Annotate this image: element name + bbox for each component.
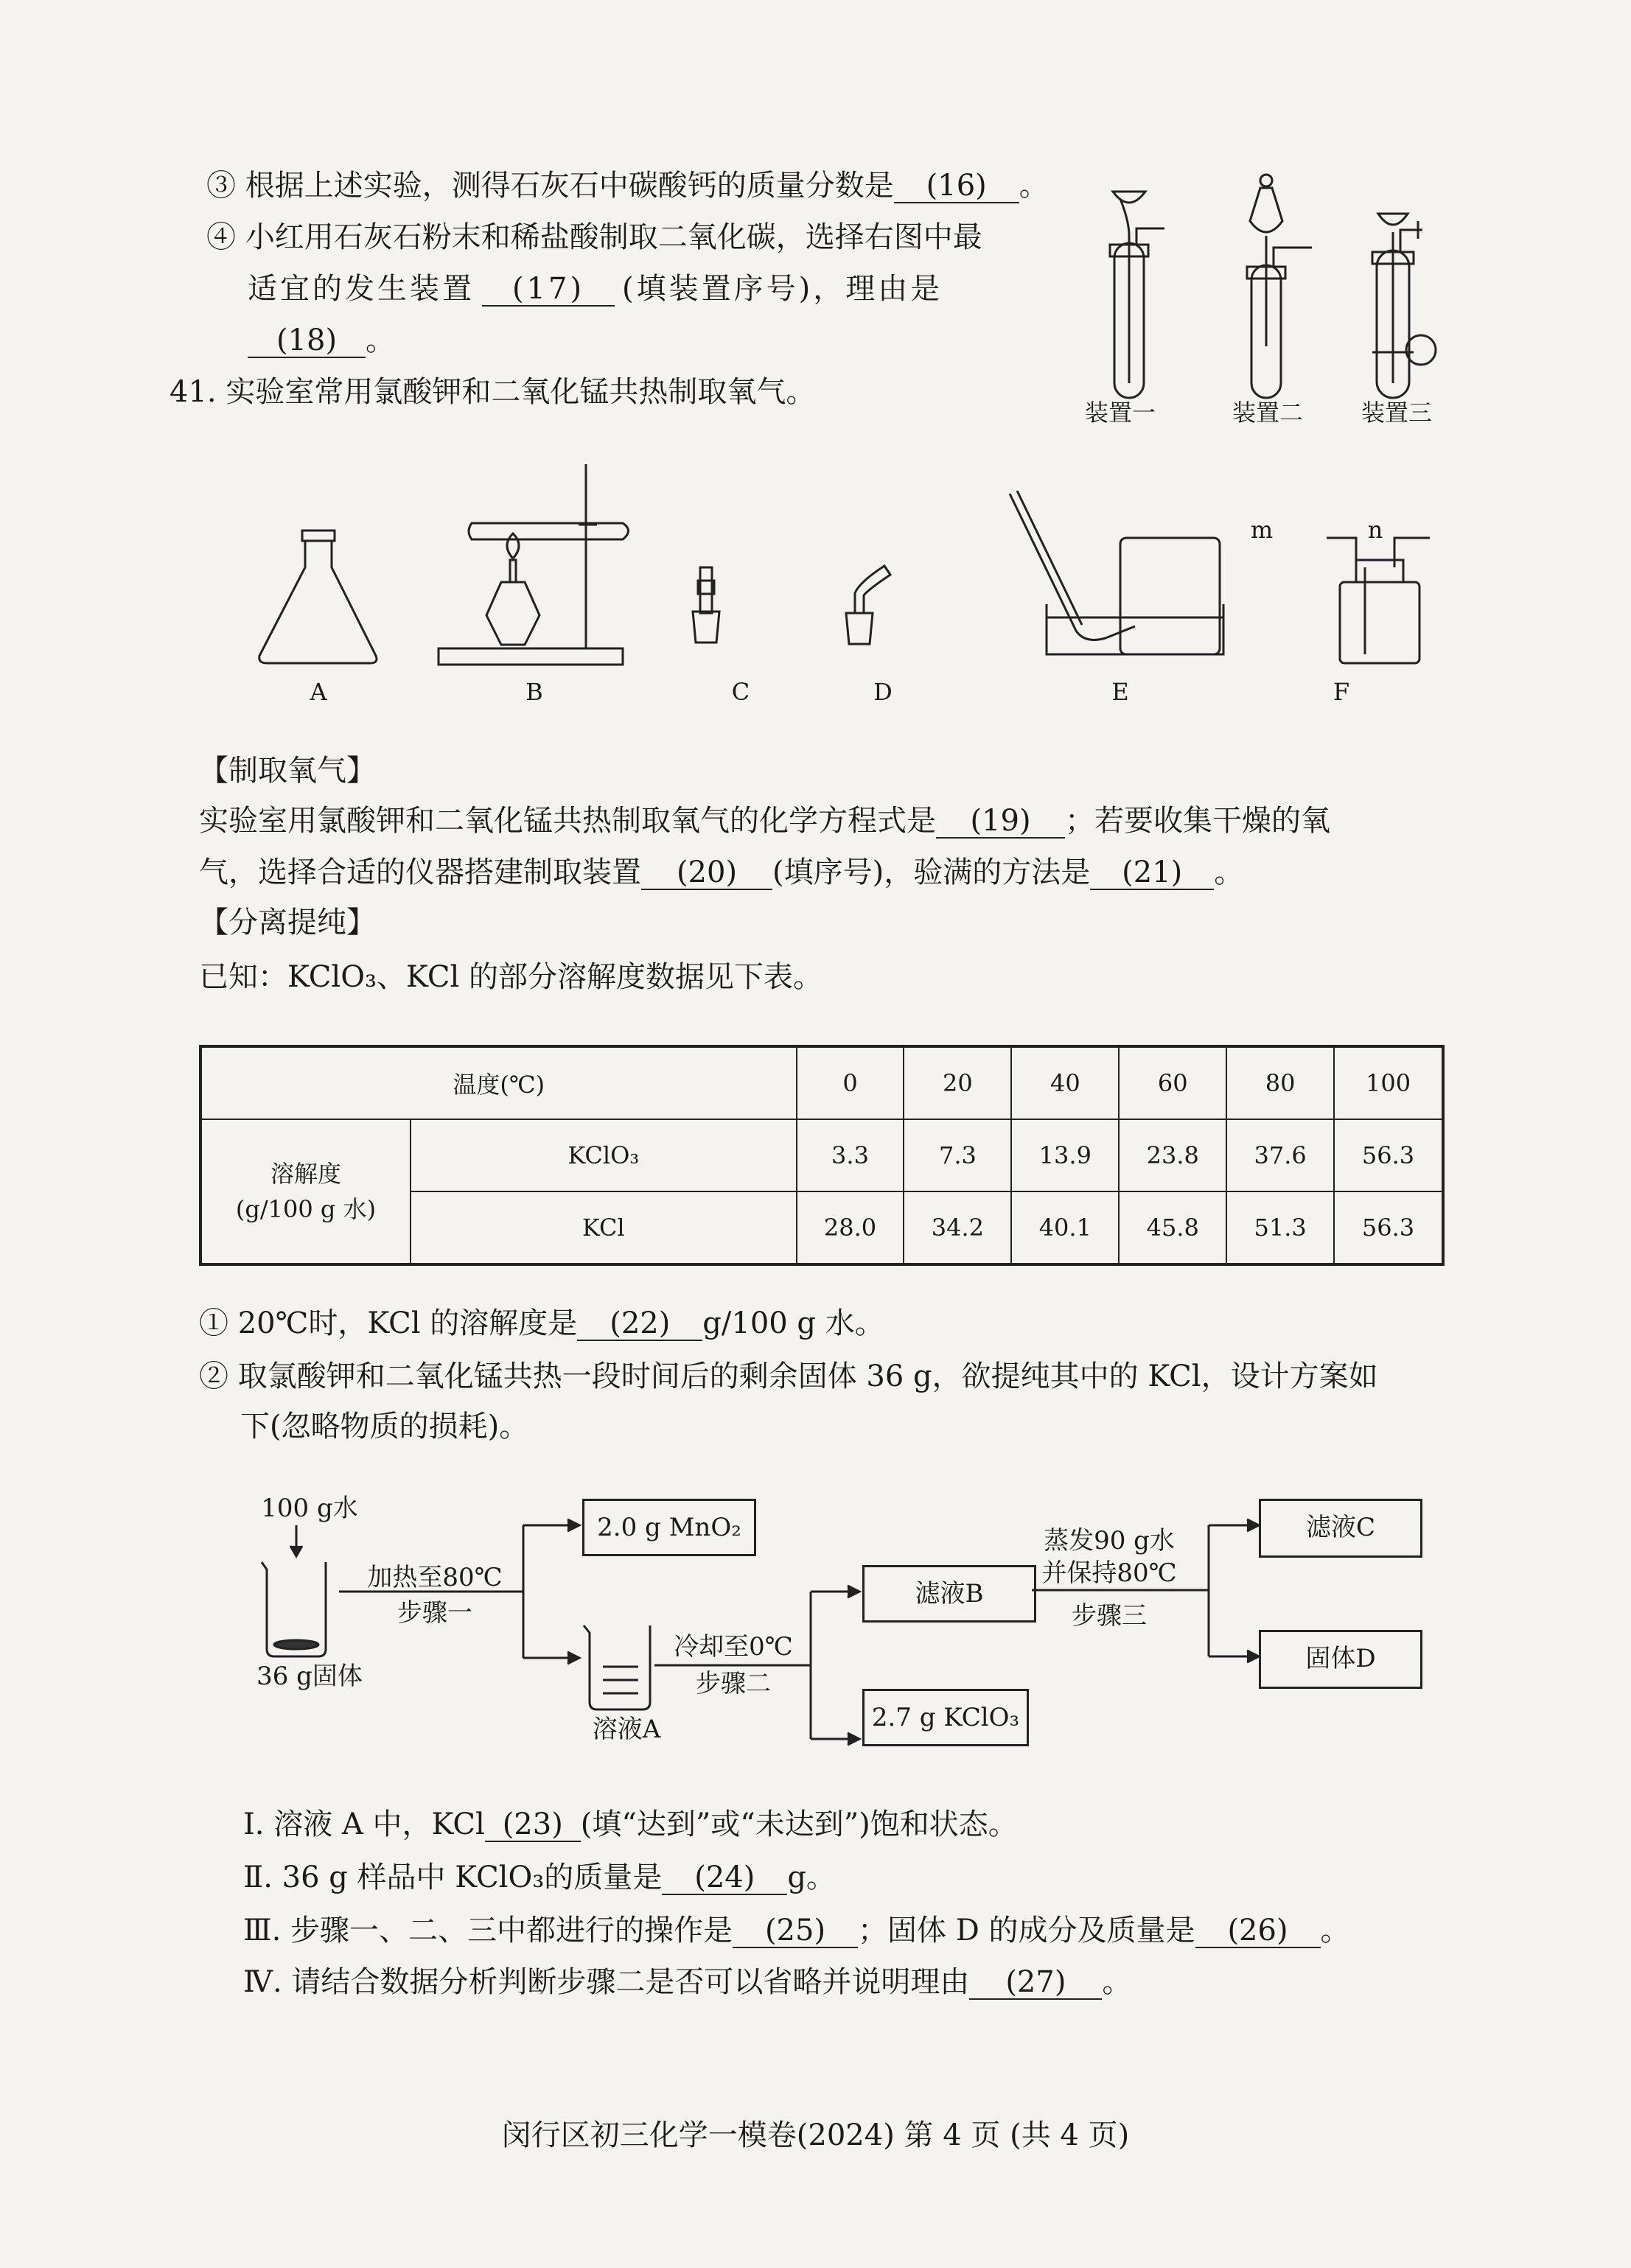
temp-cell: 60 — [1119, 1046, 1226, 1119]
solution-a-label: 溶液A — [592, 1715, 661, 1744]
device-label-1: 装置一 — [1084, 399, 1156, 427]
table-cell: 23.8 — [1119, 1119, 1226, 1191]
apparatus-label-a: A — [310, 678, 327, 706]
step1-label: 步骤一 — [397, 1598, 472, 1628]
step3-label: 步骤三 — [1072, 1601, 1147, 1631]
table-cell: 13.9 — [1011, 1119, 1119, 1191]
temp-cell: 20 — [904, 1046, 1011, 1119]
table-cell: 56.3 — [1334, 1191, 1443, 1264]
q41-qIV: Ⅳ. 请结合数据分析判断步骤二是否可以省略并说明理由 (27) 。 — [243, 1965, 1132, 1999]
q41-qIII: Ⅲ. 步骤一、二、三中都进行的操作是 (25) ；固体 D 的成分及质量是 (26) 。 — [243, 1914, 1350, 1947]
apparatus-label-f: F — [1333, 678, 1350, 706]
table-cell: 7.3 — [904, 1119, 1011, 1191]
solubility-label: 溶解度 (g/100 g 水) — [200, 1119, 411, 1264]
step2-condition: 冷却至0℃ — [674, 1632, 793, 1662]
table-row — [200, 1046, 1443, 1119]
q41-qI: Ⅰ. 溶液 A 中，KCl (23) (填“达到”或“未达到”)饱和状态。 — [243, 1807, 1018, 1841]
substance-kcl: KCl — [411, 1191, 797, 1264]
table-cell: 37.6 — [1226, 1119, 1334, 1191]
table-cell: 45.8 — [1119, 1191, 1226, 1264]
blank-19[interactable]: (19) — [936, 805, 1065, 839]
q41-p1: ① 20℃时，KCl 的溶解度是 (22) g/100 g 水。 — [199, 1306, 884, 1340]
q40-item4-line1: ④ 小红用石灰石粉末和稀盐酸制取二氧化碳，选择右图中最 — [206, 220, 982, 254]
water-label: 100 g水 — [261, 1494, 358, 1523]
device-label-2: 装置二 — [1232, 399, 1303, 427]
step2-label: 步骤二 — [696, 1669, 771, 1698]
apparatus-label-b: B — [525, 678, 543, 706]
q41-title: 41. 实验室常用氯酸钾和二氧化锰共热制取氧气。 — [170, 375, 816, 409]
q41-s1-line1: 实验室用氯酸钾和二氧化锰共热制取氧气的化学方程式是 (19) ；若要收集干燥的氧 — [199, 804, 1330, 838]
blank-18[interactable]: (18) — [248, 324, 366, 358]
q41-p2-line1: ② 取氯酸钾和二氧化锰共热一段时间后的剩余固体 36 g，欲提纯其中的 KCl，设计方案如 — [199, 1359, 1378, 1393]
port-label-n: n — [1367, 516, 1383, 544]
mno2-box: 2.0 g MnO₂ — [582, 1499, 756, 1556]
beaker-solution-a — [584, 1625, 650, 1709]
device-three-drawing — [1372, 214, 1436, 398]
section-separation: 【分离提纯】 — [199, 906, 376, 939]
table-cell: 3.3 — [797, 1119, 904, 1191]
blank-17[interactable]: (17) — [482, 273, 615, 307]
known-text: 已知：KClO₃、KCl 的部分溶解度数据见下表。 — [199, 960, 823, 994]
temp-header: 温度(℃) — [200, 1046, 797, 1119]
solid-d-box: 固体D — [1259, 1630, 1422, 1689]
table-cell: 28.0 — [797, 1191, 904, 1264]
device-two-drawing — [1247, 175, 1312, 398]
section-oxygen: 【制取氧气】 — [199, 754, 376, 788]
table-row — [200, 1119, 1443, 1191]
gas-washing-bottle-f — [1327, 538, 1430, 663]
temp-cell: 100 — [1334, 1046, 1443, 1119]
device-one-drawing — [1110, 192, 1164, 398]
filtrate-b-box: 滤液B — [862, 1565, 1036, 1623]
apparatus-label-d: D — [873, 678, 893, 706]
blank-21[interactable]: (21) — [1090, 856, 1214, 890]
step3-condition-2: 并保持80℃ — [1041, 1558, 1177, 1588]
blank-20[interactable]: (20) — [641, 856, 772, 890]
blank-16[interactable]: (16) — [894, 169, 1019, 203]
temp-cell: 40 — [1011, 1046, 1119, 1119]
beaker-solid — [262, 1562, 326, 1656]
heating-setup-b — [439, 464, 629, 665]
water-trough-e — [1010, 491, 1223, 654]
page-footer: 闵行区初三化学一模卷(2024) 第 4 页 (共 4 页) — [501, 2118, 1130, 2152]
q41-qII: Ⅱ. 36 g 样品中 KClO₃的质量是 (24) g。 — [243, 1861, 836, 1894]
step1-condition: 加热至80℃ — [367, 1563, 503, 1592]
device-label-3: 装置三 — [1361, 399, 1432, 427]
blank-25[interactable]: (25) — [733, 1914, 858, 1948]
stopper-tube-c — [693, 567, 719, 643]
solubility-table — [199, 1045, 1445, 1266]
q41-p2-line2: 下(忽略物质的损耗)。 — [240, 1410, 529, 1443]
blank-23[interactable]: (23) — [485, 1808, 581, 1842]
conical-flask-a — [259, 531, 377, 663]
kclo3-box: 2.7 g KClO₃ — [862, 1689, 1029, 1746]
blank-24[interactable]: (24) — [662, 1861, 787, 1895]
substance-kclo3: KClO₃ — [411, 1119, 797, 1191]
device-figures — [1061, 162, 1474, 413]
q40-item3: ③ 根据上述实验，测得石灰石中碳酸钙的质量分数是 (16) 。 — [206, 169, 1049, 203]
q40-item4-line2: 适宜的发生装置 (17) (填装置序号)，理由是 — [248, 272, 943, 306]
step3-condition-1: 蒸发90 g水 — [1044, 1526, 1175, 1555]
table-cell: 56.3 — [1334, 1119, 1443, 1191]
blank-26[interactable]: (26) — [1195, 1914, 1321, 1948]
table-cell: 51.3 — [1226, 1191, 1334, 1264]
q40-item4-line3: (18) 。 — [248, 321, 395, 360]
blank-22[interactable]: (22) — [577, 1307, 702, 1341]
filtrate-c-box: 滤液C — [1259, 1499, 1422, 1558]
stopper-bent-tube-d — [846, 566, 890, 644]
port-label-m: m — [1250, 516, 1274, 544]
temp-cell: 0 — [797, 1046, 904, 1119]
temp-cell: 80 — [1226, 1046, 1334, 1119]
apparatus-figures — [251, 457, 1459, 678]
solid-label: 36 g固体 — [256, 1662, 363, 1691]
apparatus-label-e: E — [1111, 678, 1129, 706]
apparatus-label-c: C — [731, 678, 750, 706]
table-cell: 40.1 — [1011, 1191, 1119, 1264]
table-cell: 34.2 — [904, 1191, 1011, 1264]
blank-27[interactable]: (27) — [969, 1966, 1102, 2000]
q41-s1-line2: 气，选择合适的仪器搭建制取装置 (20) (填序号)，验满的方法是 (21) 。 — [199, 855, 1244, 889]
